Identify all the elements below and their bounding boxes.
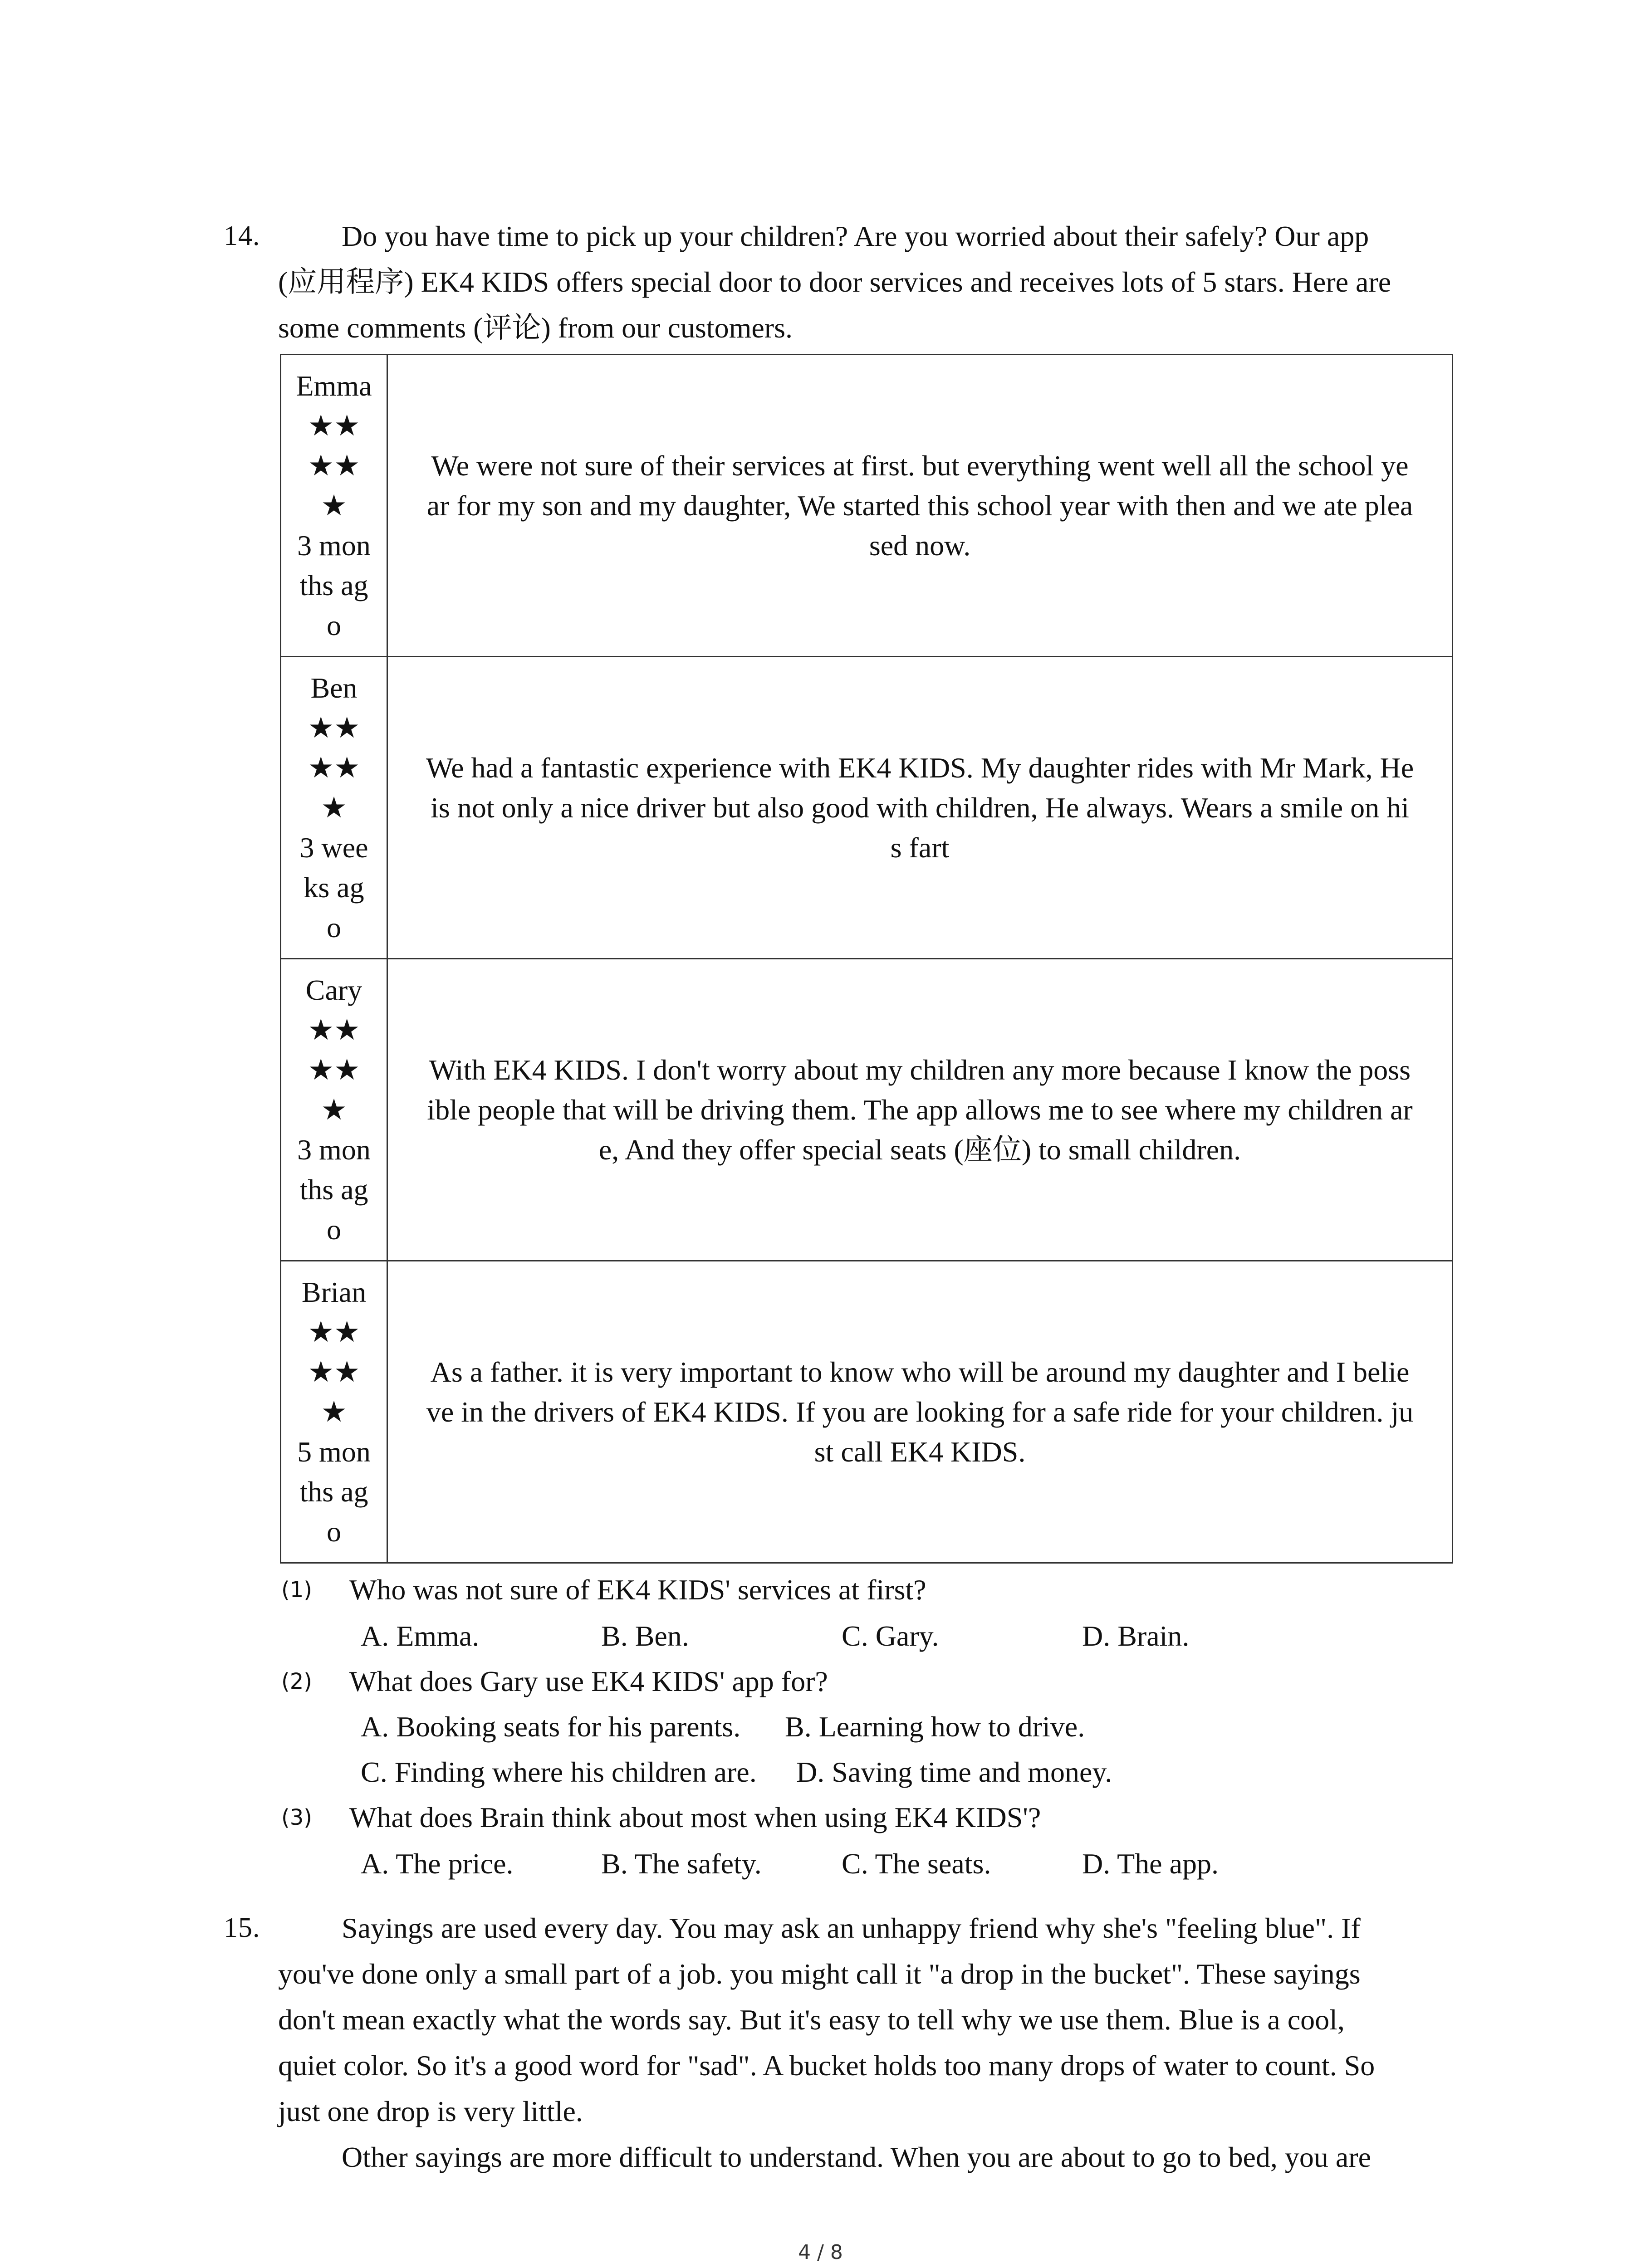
- option-c[interactable]: C. The seats.: [842, 1848, 991, 1880]
- option-b[interactable]: B. The safety.: [601, 1848, 762, 1880]
- star-rating-icon: ★: [321, 489, 347, 522]
- star-rating-icon: ★★: [308, 751, 360, 784]
- q14-intro-line: Do you have time to pick up your children? Are you worried about their safely? Our app: [342, 220, 1369, 252]
- option-c[interactable]: C. Gary.: [842, 1620, 939, 1652]
- passage-line: quiet color. So it's a good word for "sad". A bucket holds too many drops of water to count. So: [278, 2049, 1375, 2082]
- comment-line: With EK4 KIDS. I don't worry about my children any more because I know the poss: [429, 1053, 1411, 1086]
- subquestion-number: (1): [281, 1577, 312, 1603]
- passage-line: just one drop is very little.: [278, 2095, 583, 2127]
- review-age: 3 wee: [299, 831, 368, 864]
- reviews-table: [280, 354, 1453, 1564]
- page-number: 4 / 8: [798, 2241, 843, 2264]
- subquestion-stem: What does Brain think about most when using EK4 KIDS'?: [349, 1801, 1041, 1833]
- comment-line: ve in the drivers of EK4 KIDS. If you are looking for a safe ride for your children. ju: [426, 1395, 1414, 1428]
- star-rating-icon: ★: [321, 1395, 347, 1428]
- q14-intro-line: (应用程序) EK4 KIDS offers special door to door services and receives lots of 5 stars. Here are: [278, 266, 1391, 298]
- star-rating-icon: ★: [321, 1093, 347, 1126]
- reviewer-cell: [281, 1261, 387, 1563]
- review-comment: [387, 657, 1453, 959]
- question-number-15: 15.: [224, 1912, 260, 1943]
- passage-line: Sayings are used every day. You may ask an unhappy friend why she's "feeling blue". If: [342, 1912, 1361, 1944]
- review-age: o: [327, 609, 341, 641]
- review-row-ben: [281, 657, 1453, 959]
- option-d[interactable]: D. Saving time and money.: [796, 1756, 1112, 1788]
- star-rating-icon: ★★: [308, 1013, 360, 1046]
- review-age: o: [327, 1213, 341, 1246]
- passage-line: you've done only a small part of a job. you might call it "a drop in the bucket". These sayings: [278, 1958, 1361, 1990]
- review-comment: [387, 959, 1453, 1261]
- question-number-14: 14.: [224, 220, 260, 251]
- review-age: ks ag: [304, 871, 364, 904]
- reviewer-name: Cary: [305, 973, 362, 1006]
- comment-line: We had a fantastic experience with EK4 KIDS. My daughter rides with Mr Mark, He: [426, 751, 1414, 784]
- option-a[interactable]: A. Emma.: [361, 1620, 480, 1652]
- star-rating-icon: ★★: [308, 711, 360, 744]
- option-a[interactable]: A. The price.: [361, 1848, 514, 1880]
- comment-line: is not only a nice driver but also good with children, He always. Wears a smile on hi: [431, 791, 1409, 824]
- subquestion-stem: Who was not sure of EK4 KIDS' services at first?: [349, 1574, 926, 1606]
- q14-intro: [278, 213, 1453, 351]
- review-age: ths ag: [299, 1173, 368, 1206]
- review-age: ths ag: [299, 569, 368, 601]
- star-rating-icon: ★★: [308, 1053, 360, 1086]
- reviewer-cell: [281, 959, 387, 1261]
- comment-line: As a father. it is very important to know who will be around my daughter and I belie: [430, 1355, 1410, 1388]
- reviewer-name: Emma: [296, 369, 372, 402]
- review-age: o: [327, 1515, 341, 1548]
- comment-line: ar for my son and my daughter, We started this school year with then and we ate plea: [426, 489, 1413, 522]
- option-c[interactable]: C. Finding where his children are.: [361, 1756, 757, 1788]
- option-b[interactable]: B. Learning how to drive.: [785, 1711, 1085, 1743]
- comment-line: ible people that will be driving them. The app allows me to see where my children ar: [427, 1093, 1413, 1126]
- star-rating-icon: ★★: [308, 1355, 360, 1388]
- review-row-emma: [281, 355, 1453, 657]
- comment-line: e, And they offer special seats (座位) to small children.: [598, 1133, 1241, 1166]
- comment-line: s fart: [890, 831, 950, 864]
- review-age: 3 mon: [297, 529, 371, 562]
- comment-line: We were not sure of their services at first. but everything went well all the school ye: [431, 449, 1409, 482]
- option-a[interactable]: A. Booking seats for his parents.: [361, 1711, 741, 1743]
- option-d[interactable]: D. The app.: [1082, 1848, 1219, 1880]
- q14-intro-line: some comments (评论) from our customers.: [278, 312, 793, 344]
- reviewer-cell: [281, 355, 387, 657]
- review-comment: [387, 355, 1453, 657]
- review-age: 5 mon: [297, 1435, 371, 1468]
- star-rating-icon: ★★: [308, 409, 360, 442]
- star-rating-icon: ★★: [308, 1315, 360, 1348]
- subquestion-stem: What does Gary use EK4 KIDS' app for?: [349, 1665, 828, 1697]
- option-b[interactable]: B. Ben.: [601, 1620, 689, 1652]
- review-row-cary: [281, 959, 1453, 1261]
- star-rating-icon: ★: [321, 791, 347, 824]
- star-rating-icon: ★★: [308, 449, 360, 482]
- subquestion-number: (2): [281, 1669, 312, 1694]
- review-age: 3 mon: [297, 1133, 371, 1166]
- subquestion-number: (3): [281, 1805, 312, 1830]
- reviewer-cell: [281, 657, 387, 959]
- review-age: o: [327, 911, 341, 943]
- reviewer-name: Brian: [301, 1276, 367, 1308]
- q15-passage: [278, 1905, 1453, 2180]
- review-comment: [387, 1261, 1453, 1563]
- review-age: ths ag: [299, 1475, 368, 1508]
- reviewer-name: Ben: [310, 671, 358, 704]
- option-d[interactable]: D. Brain.: [1082, 1620, 1190, 1652]
- passage-line: don't mean exactly what the words say. But it's easy to tell why we use them. Blue is a cool,: [278, 2004, 1345, 2036]
- comment-line: st call EK4 KIDS.: [814, 1435, 1026, 1468]
- comment-line: sed now.: [869, 529, 971, 562]
- passage-line: Other sayings are more difficult to understand. When you are about to go to bed, you are: [342, 2141, 1371, 2173]
- review-row-brian: [281, 1261, 1453, 1563]
